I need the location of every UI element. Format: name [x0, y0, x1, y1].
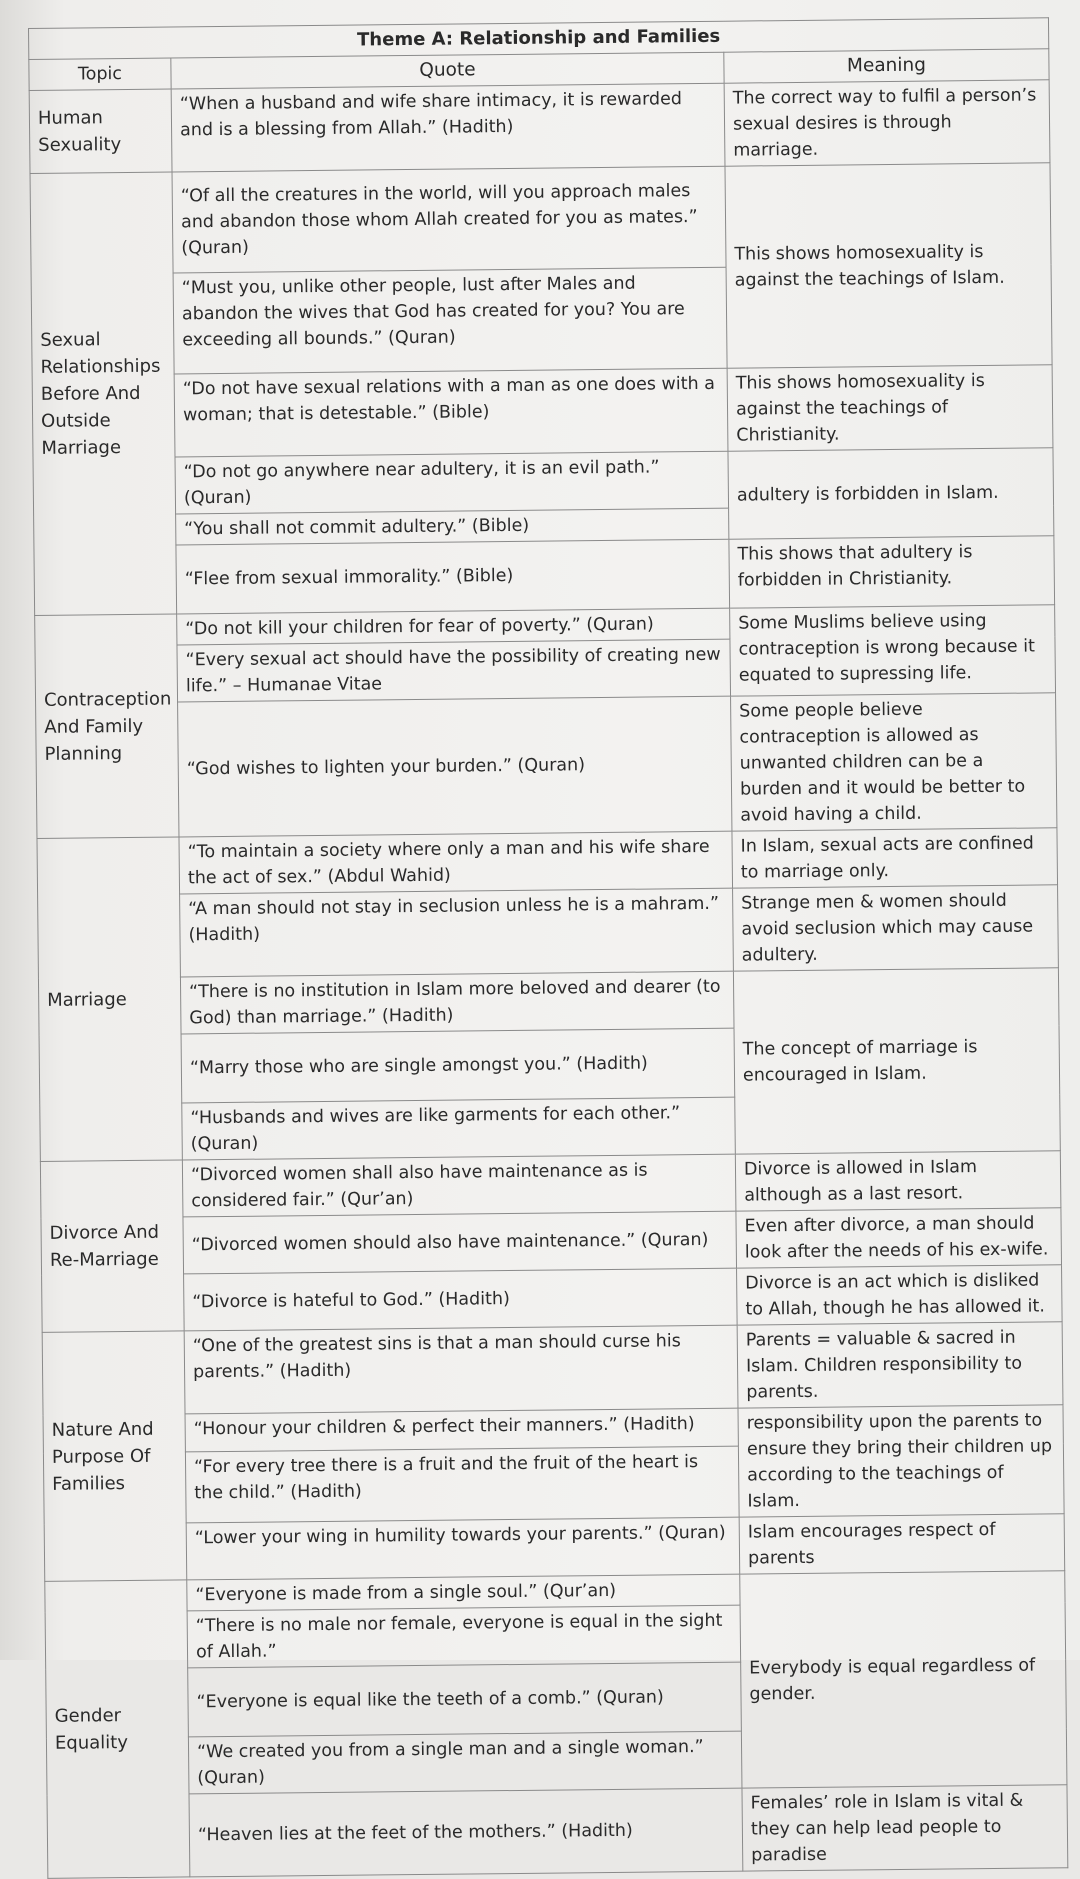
table-row	[42, 1322, 1063, 1416]
quote-cell: “When a husband and wife share intimacy, it is rewarded and is a blessing from Allah.” (Hadith)	[171, 83, 725, 172]
quote-cell: “God wishes to lighten your burden.” (Quran)	[178, 696, 732, 837]
header-quote: Quote	[171, 52, 724, 89]
meaning-cell: Islam encourages respect of parents	[739, 1514, 1065, 1574]
quote-cell: “Do not have sexual relations with a man as one does with a woman; that is detestable.” (Bible)	[174, 368, 728, 457]
table-row	[29, 80, 1050, 174]
meaning-cell: Some people believe contraception is allowed as unwanted children can be a burden and it would be better to avoid having a child.	[731, 693, 1057, 831]
quote-cell: “Everyone is made from a single soul.” (Qur’an)	[187, 1574, 740, 1611]
header-meaning: Meaning	[724, 49, 1049, 83]
meaning-cell: This shows homosexuality is against the teachings of Islam.	[725, 163, 1052, 368]
meaning-cell: Everybody is equal regardless of gender.	[740, 1571, 1067, 1788]
quote-cell: “Husbands and wives are like garments for each other.” (Quran)	[182, 1097, 736, 1160]
quote-cell: “Lower your wing in humility towards your parents.” (Quran)	[186, 1517, 740, 1580]
table-row	[38, 968, 1059, 1036]
quote-cell: “Marry those who are single amongst you.” (Hadith)	[181, 1028, 735, 1103]
quote-cell: “For every tree there is a fruit and the fruit of the heart is the child.” (Hadith)	[185, 1447, 739, 1523]
topic-sexual-relationships: Sexual Relationships Before And Outside Marriage	[30, 172, 177, 615]
topic-families: Nature And Purpose Of Families	[42, 1331, 187, 1581]
meaning-cell: In Islam, sexual acts are confined to marriage only.	[732, 828, 1058, 888]
table-row	[33, 448, 1054, 516]
meaning-cell: Females’ role in Islam is vital & they can help lead people to paradise	[742, 1785, 1068, 1871]
quote-cell: “One of the greatest sins is that a man should curse his parents.” (Hadith)	[184, 1325, 738, 1414]
table-row	[36, 693, 1057, 839]
quote-cell: “A man should not stay in seclusion unless he is a mahram.” (Hadith)	[180, 888, 734, 977]
meaning-cell: Divorce is an act which is disliked to Allah, though he has allowed it.	[737, 1265, 1063, 1325]
table-row	[30, 163, 1051, 275]
quote-cell: “Honour your children & perfect their manners.” (Hadith)	[185, 1408, 738, 1452]
quote-cell: “Everyone is equal like the teeth of a comb.” (Quran)	[188, 1662, 742, 1737]
header-topic: Topic	[29, 58, 171, 90]
theme-table	[28, 17, 1068, 1879]
quote-cell: “Do not go anywhere near adultery, it is an evil path.” (Quran)	[175, 451, 729, 514]
table-row	[47, 1785, 1068, 1879]
table-row	[44, 1514, 1065, 1582]
meaning-cell: Strange men & women should avoid seclusion which may cause adultery.	[733, 885, 1059, 971]
table-row	[37, 828, 1058, 896]
topic-divorce: Divorce And Re-Marriage	[40, 1160, 184, 1332]
meaning-cell: responsibility upon the parents to ensure they bring their children up according to the teachings of Islam.	[738, 1405, 1064, 1517]
quote-cell: “There is no male nor female, everyone is equal in the sight of Allah.”	[187, 1605, 741, 1668]
table-row	[32, 365, 1053, 459]
table-row	[38, 885, 1059, 979]
quote-cell: “There is no institution in Islam more beloved and dearer (to God) than marriage.” (Hadith)	[180, 971, 734, 1034]
meaning-cell: Some Muslims believe using contraception is wrong because it equated to supressing life.	[730, 605, 1056, 696]
meaning-cell: This shows that adultery is forbidden in Christianity.	[729, 536, 1055, 608]
quote-cell: “Divorced women should also have maintenance.” (Quran)	[183, 1211, 737, 1274]
meaning-cell: The correct way to fulfil a person’s sexual desires is through marriage.	[724, 80, 1050, 166]
meaning-cell: Even after divorce, a man should look after the needs of his ex-wife.	[736, 1208, 1062, 1268]
table-row	[41, 1208, 1062, 1276]
topic-human-sexuality: Human Sexuality	[29, 89, 172, 173]
quote-cell: “Divorce is hateful to God.” (Hadith)	[184, 1268, 738, 1331]
meaning-cell: adultery is forbidden in Islam.	[728, 448, 1054, 539]
quote-cell: “Heaven lies at the feet of the mothers.” (Hadith)	[189, 1788, 743, 1877]
table-row	[42, 1265, 1063, 1333]
worksheet	[28, 17, 1067, 1879]
quote-cell: “Flee from sexual immorality.” (Bible)	[176, 539, 730, 614]
table-row	[40, 1151, 1061, 1219]
topic-marriage: Marriage	[37, 837, 182, 1161]
quote-cell: “Of all the creatures in the world, will you approach males and abandon those whom Allah created for you as mates.” (Quran)	[172, 166, 726, 273]
meaning-cell: The concept of marriage is encouraged in Islam.	[733, 968, 1060, 1154]
quote-cell: “Every sexual act should have the possibility of creating new life.” – Humanae Vitae	[177, 639, 731, 702]
quote-cell: “Divorced women shall also have maintenance as is considered fair.” (Qur’an)	[182, 1154, 736, 1217]
table-title: Theme A: Relationship and Families	[29, 18, 1049, 60]
quote-cell: “You shall not commit adultery.” (Bible)	[176, 508, 729, 545]
topic-contraception: Contraception And Family Planning	[35, 614, 179, 838]
quote-cell: “To maintain a society where only a man and his wife share the act of sex.” (Abdul Wahid)	[179, 831, 733, 894]
table-row	[34, 536, 1055, 616]
meaning-cell: Parents = valuable & sacred in Islam. Children responsibility to parents.	[737, 1322, 1063, 1408]
topic-gender: Gender Equality	[45, 1580, 190, 1878]
meaning-cell: Divorce is allowed in Islam although as a last resort.	[735, 1151, 1061, 1211]
quote-cell: “Must you, unlike other people, lust after Males and abandon the wives that God has created for you? You are exceeding all bounds.” (Quran)	[173, 267, 727, 374]
quote-cell: “Do not kill your children for fear of poverty.” (Quran)	[177, 608, 730, 645]
quote-cell: “We created you from a single man and a single woman.” (Quran)	[188, 1731, 742, 1794]
meaning-cell: This shows homosexuality is against the teachings of Christianity.	[727, 365, 1053, 451]
